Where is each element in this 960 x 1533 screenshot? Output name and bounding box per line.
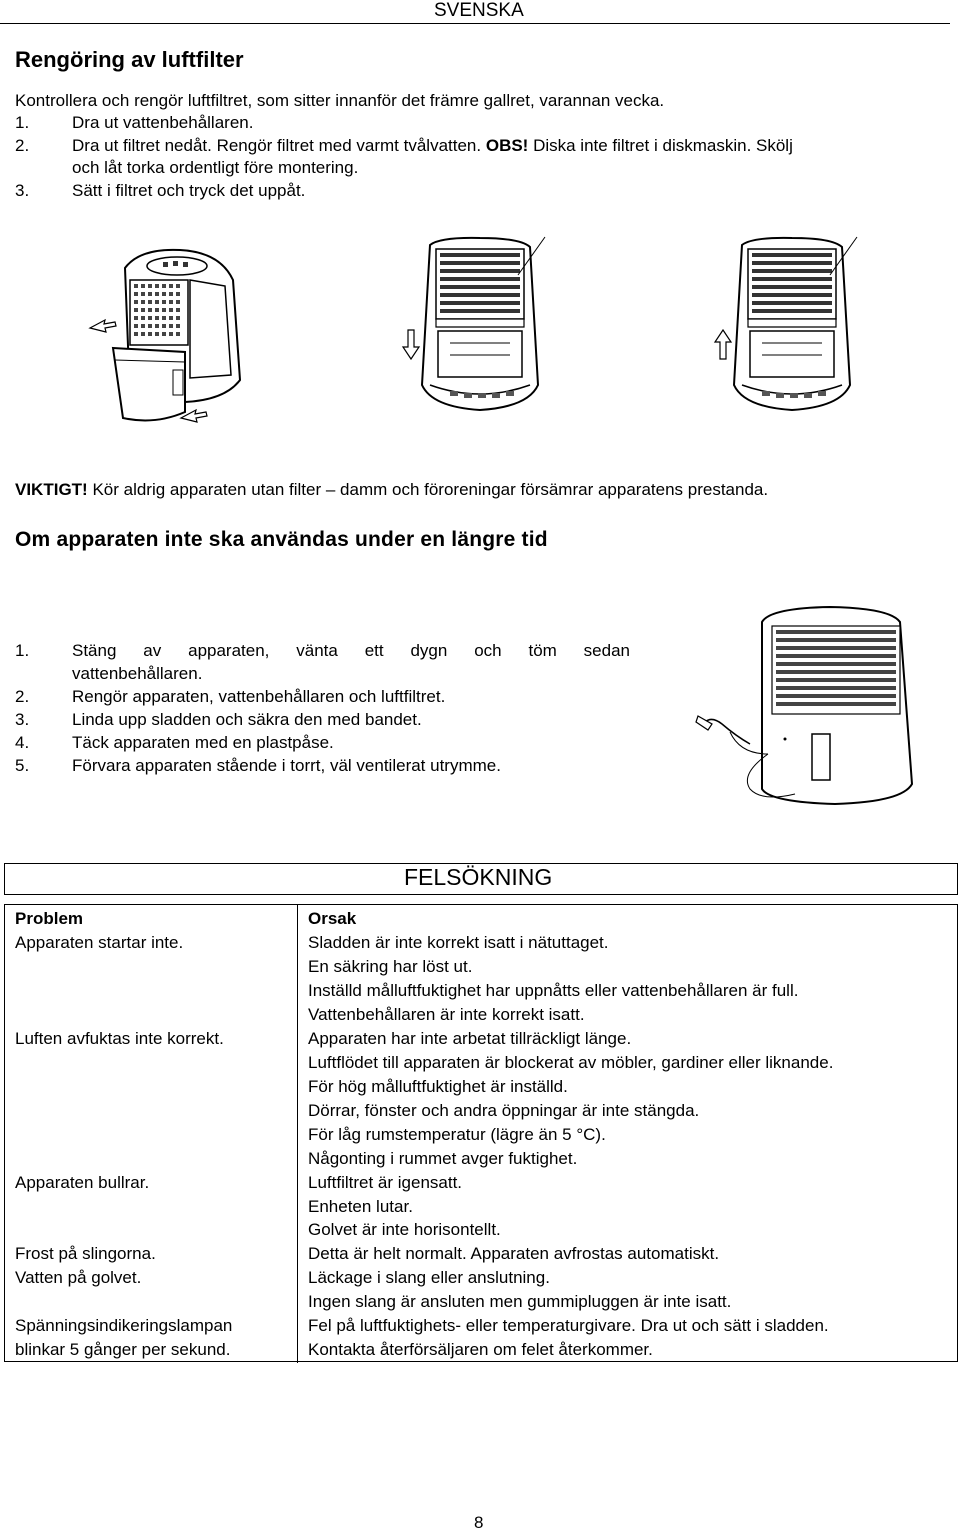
step-number: 1. [15,113,30,132]
step-text: Linda upp sladden och säkra den med bandet. [72,710,422,729]
cause-cell: Kontakta återförsäljaren om felet återkommer. [308,1340,653,1359]
problem-cell: blinkar 5 gånger per sekund. [15,1340,231,1359]
step-text: Dra ut vattenbehållaren. [72,113,254,132]
illustration-remove-tank [85,240,255,440]
step-text: och låt torka ordentligt före montering. [72,158,359,177]
cause-cell: Golvet är inte horisontellt. [308,1220,501,1239]
cause-cell: Ingen slang är ansluten men gummipluggen är inte isatt. [308,1292,732,1311]
language-label: SVENSKA [434,0,524,21]
step-number: 3. [15,710,30,729]
cause-cell: För låg rumstemperatur (lägre än 5 °C). [308,1125,606,1144]
step-text: Rengör apparaten, vattenbehållaren och luftfiltret. [72,687,446,706]
cause-cell: Fel på luftfuktighets- eller temperaturgivare. Dra ut och sätt i sladden. [308,1316,829,1335]
warning-body: Kör aldrig apparaten utan filter – damm och föroreningar försämrar apparatens prestanda. [87,480,769,499]
cause-cell: Inställd målluftfuktighet har uppnåtts eller vattenbehållaren är full. [308,981,799,1000]
troubleshooting-title: FELSÖKNING [404,864,553,890]
cleaning-steps [0,112,960,202]
cause-cell: En säkring har löst ut. [308,957,473,976]
column-header-problem: Problem [15,909,84,928]
cause-cell: Dörrar, fönster och andra öppningar är inte stängda. [308,1101,700,1120]
cause-cell: Läckage i slang eller anslutning. [308,1268,550,1287]
step-number: 4. [15,733,30,752]
table-column-divider [297,904,298,1363]
section-title-storage: Om apparaten inte ska användas under en längre tid [15,528,548,551]
section-title-cleaning: Rengöring av luftfilter [15,47,244,72]
problem-cell: Luften avfuktas inte korrekt. [15,1029,224,1048]
step-text [72,135,793,158]
cause-cell: Luftflödet till apparaten är blockerat av möbler, gardiner eller liknande. [308,1053,834,1072]
cause-cell: Enheten lutar. [308,1197,413,1216]
problem-cell: Apparaten startar inte. [15,933,184,952]
page-number: 8 [474,1513,484,1532]
warning-label: VIKTIGT! [15,480,88,499]
step-text: Förvara apparaten stående i torrt, väl ventilerat utrymme. [72,756,501,775]
problem-cell: Spänningsindikeringslampan [15,1316,233,1335]
cause-cell: Luftfiltret är igensatt. [308,1173,463,1192]
step-text-part: Diska inte filtret i diskmaskin. Skölj [528,135,793,155]
obs-label: OBS! [485,135,529,155]
step-number: 2. [15,135,30,155]
step-text: Stäng av apparaten, vänta ett dygn och töm sedan [72,641,630,660]
storage-steps [0,640,660,780]
warning-text [15,480,768,500]
problem-cell: Apparaten bullrar. [15,1173,150,1192]
step-text: vattenbehållaren. [72,664,203,683]
step-number: 3. [15,180,30,200]
cause-cell: Någonting i rummet avger fuktighet. [308,1149,578,1168]
step-number: 2. [15,687,30,706]
cause-cell: Detta är helt normalt. Apparaten avfrostas automatiskt. [308,1244,720,1263]
cause-cell: För hög målluftfuktighet är inställd. [308,1077,568,1096]
step-number: 1. [15,641,30,660]
cleaning-intro: Kontrollera och rengör luftfiltret, som sitter innanför det främre gallret, varannan vecka. [15,91,665,110]
cause-cell: Apparaten har inte arbetat tillräckligt länge. [308,1029,632,1048]
illustration-filter-up [712,235,872,420]
column-header-cause: Orsak [308,909,357,928]
illustration-filter-down [400,235,560,420]
cause-cell: Vattenbehållaren är inte korrekt isatt. [308,1005,585,1024]
step-text: Sätt i filtret och tryck det uppåt. [72,180,306,200]
cause-cell: Sladden är inte korrekt isatt i nätuttaget. [308,933,609,952]
illustration-storage-unit [690,604,930,809]
step-text-part: Dra ut filtret nedåt. Rengör filtret med varmt tvålvatten. [72,135,486,155]
step-number: 5. [15,756,30,775]
problem-cell: Frost på slingorna. [15,1244,156,1263]
header-divider [0,23,950,24]
step-text: Täck apparaten med en plastpåse. [72,733,334,752]
problem-cell: Vatten på golvet. [15,1268,142,1287]
